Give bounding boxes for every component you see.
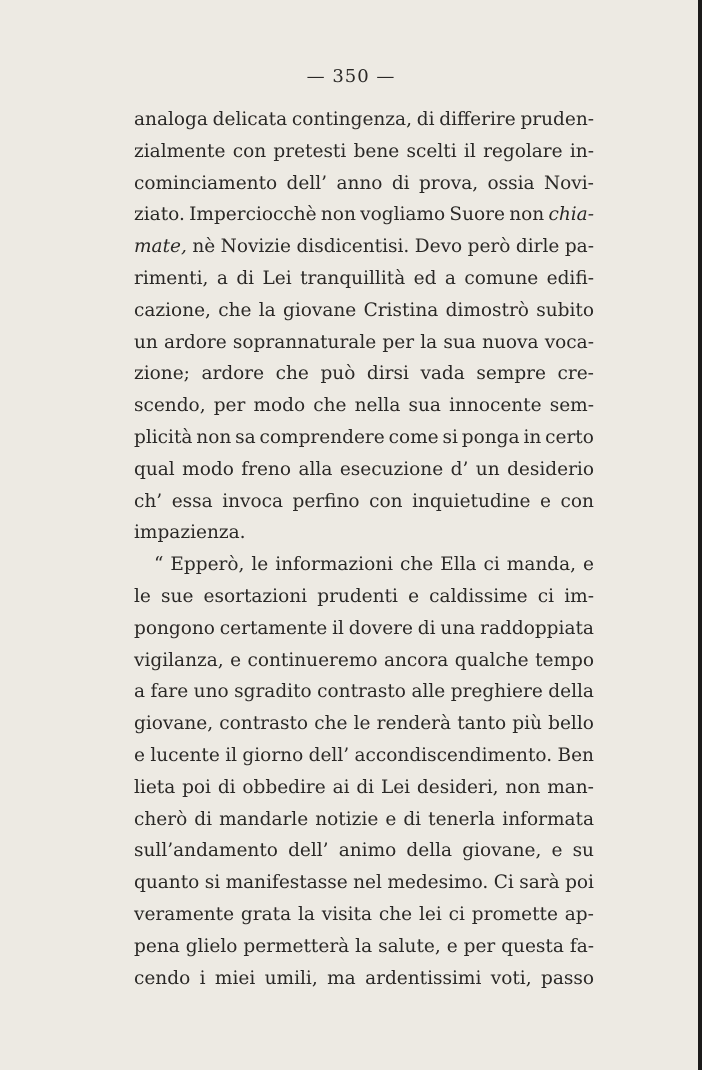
word: zione; xyxy=(134,363,190,385)
word: miei xyxy=(214,967,256,989)
word: con xyxy=(560,490,594,512)
word: plicità xyxy=(134,426,193,448)
word: contrasto xyxy=(219,713,309,735)
word: le xyxy=(251,554,269,576)
word: di xyxy=(194,808,213,830)
text-line xyxy=(134,454,594,486)
text-line xyxy=(134,549,594,581)
word: desideri, xyxy=(416,776,499,798)
word: comune xyxy=(464,267,539,289)
word: Suore xyxy=(449,204,505,226)
word: chia- xyxy=(548,204,594,226)
page-edge-shadow xyxy=(698,0,702,1070)
word: e xyxy=(230,649,242,671)
text-line xyxy=(134,931,594,963)
word: voca- xyxy=(544,331,594,353)
word: subito xyxy=(536,299,594,321)
word: informata xyxy=(502,808,594,830)
word: dell’ xyxy=(286,172,328,194)
word: Cristina xyxy=(363,299,439,321)
word: si xyxy=(204,872,221,894)
word: il xyxy=(463,140,476,162)
word: certo xyxy=(545,426,594,448)
word: sem- xyxy=(549,395,594,417)
word: ci xyxy=(537,585,555,607)
word: poi xyxy=(182,776,211,798)
word: cazione, xyxy=(134,299,211,321)
word: pretesti xyxy=(273,140,347,162)
text-line xyxy=(134,327,594,359)
word: ardore xyxy=(164,331,227,353)
word: che xyxy=(275,363,309,385)
word: tranquillità xyxy=(300,267,406,289)
text-line xyxy=(134,899,594,931)
word: glielo xyxy=(185,935,238,957)
word: per xyxy=(213,395,246,417)
word: sa xyxy=(235,426,256,448)
word: visita xyxy=(321,903,373,925)
word: a xyxy=(444,267,456,289)
word: ai xyxy=(332,776,350,798)
word: uno xyxy=(193,681,229,703)
word: voti, xyxy=(490,967,532,989)
word: in- xyxy=(569,140,594,162)
word: quanto xyxy=(134,872,200,894)
word: modo xyxy=(182,458,234,480)
word: pena xyxy=(134,935,180,957)
word: manda, xyxy=(506,554,577,576)
text-line xyxy=(134,422,594,454)
word: dovere xyxy=(348,617,413,639)
word: questa xyxy=(501,935,564,957)
word: pa- xyxy=(564,236,594,258)
word: qualche xyxy=(454,649,529,671)
word: notizie xyxy=(315,808,379,830)
word: nel xyxy=(353,872,382,894)
word: che xyxy=(400,554,434,576)
word: e xyxy=(551,840,563,862)
word: che xyxy=(378,903,413,925)
word: renderà xyxy=(376,713,452,735)
text-line xyxy=(134,104,594,136)
word: impazienza. xyxy=(134,522,246,544)
word: poi xyxy=(565,872,594,894)
text-line xyxy=(134,867,594,899)
text-line xyxy=(134,517,594,549)
word: la xyxy=(297,903,315,925)
word: regolare xyxy=(483,140,563,162)
word: che xyxy=(313,395,347,417)
word: di xyxy=(236,267,255,289)
word: esecuzione xyxy=(339,458,444,480)
text-line xyxy=(134,581,594,613)
word: bello xyxy=(548,713,594,735)
word: mandarle xyxy=(219,808,309,830)
word: della xyxy=(548,681,594,703)
word: su xyxy=(572,840,594,862)
word: dimostrò xyxy=(445,299,529,321)
word: la xyxy=(258,299,276,321)
word: sue xyxy=(161,585,194,607)
word: di xyxy=(416,109,435,130)
word: in xyxy=(523,426,542,448)
word: non xyxy=(509,204,545,226)
word: vada xyxy=(420,363,465,385)
word: innocente xyxy=(449,395,542,417)
text-line xyxy=(134,390,594,422)
word: però xyxy=(467,236,511,258)
word: nella xyxy=(354,395,401,417)
word: di xyxy=(417,617,436,639)
word: sgradito xyxy=(234,681,312,703)
word: lei xyxy=(418,903,442,925)
word: di xyxy=(403,808,422,830)
word: alle xyxy=(411,681,446,703)
word: può xyxy=(320,363,356,385)
word: per xyxy=(463,935,496,957)
word: accondiscendimento. xyxy=(354,744,553,766)
text-line xyxy=(134,231,594,263)
word: ci xyxy=(483,554,500,576)
word: Ben xyxy=(557,744,594,766)
word: sua xyxy=(443,331,476,353)
word: tanto xyxy=(457,713,507,735)
text-line xyxy=(134,486,594,518)
word: e xyxy=(446,935,458,957)
word: e xyxy=(134,744,145,766)
word: im- xyxy=(564,585,594,607)
word: non xyxy=(196,426,232,448)
word: umili, xyxy=(264,967,318,989)
word: dirsi xyxy=(366,363,409,385)
word: un xyxy=(475,458,500,480)
word: informazioni xyxy=(275,554,394,576)
word: vogliamo xyxy=(360,204,446,226)
word: salute, xyxy=(378,935,441,957)
text-line xyxy=(134,199,594,231)
word: non xyxy=(320,204,356,226)
text-line xyxy=(134,708,594,740)
word: della xyxy=(406,840,453,862)
word: cre- xyxy=(557,363,594,385)
word: promette xyxy=(471,903,558,925)
word: ci xyxy=(448,903,465,925)
word: lieta xyxy=(134,776,176,798)
word: Ci xyxy=(493,872,514,894)
word: come xyxy=(388,426,439,448)
word: manifestasse xyxy=(225,872,348,894)
word: vigilanza, xyxy=(134,649,224,671)
word: per xyxy=(382,331,415,353)
word: inquietudine xyxy=(412,490,531,512)
word: modo xyxy=(253,395,306,417)
word: di xyxy=(217,776,236,798)
word: che xyxy=(218,299,252,321)
word: fare xyxy=(150,681,189,703)
word: contrasto xyxy=(317,681,406,703)
word: anno xyxy=(336,172,383,194)
word: veramente xyxy=(134,903,235,925)
word: sarà xyxy=(519,872,560,894)
word: e xyxy=(582,554,594,576)
word: Epperò, xyxy=(170,554,245,576)
word: Lei xyxy=(380,776,411,798)
word: dell’ xyxy=(288,840,329,862)
word: di xyxy=(391,172,410,194)
text-line xyxy=(134,835,594,867)
text-line xyxy=(134,358,594,390)
text-line xyxy=(134,963,594,995)
text-line xyxy=(134,804,594,836)
word: una xyxy=(440,617,476,639)
text-line xyxy=(134,676,594,708)
word: ma xyxy=(327,967,356,989)
word: freno xyxy=(241,458,291,480)
word: prova, xyxy=(418,172,479,194)
word: sempre xyxy=(476,363,546,385)
word: permetterà xyxy=(243,935,350,957)
text-line xyxy=(134,645,594,677)
word: rimenti, xyxy=(134,267,209,289)
word: obbedire xyxy=(242,776,326,798)
text-line xyxy=(134,136,594,168)
word: grata xyxy=(240,903,292,925)
word: differire xyxy=(439,109,516,130)
word: le xyxy=(134,585,151,607)
word: desiderio xyxy=(507,458,594,480)
word: più xyxy=(512,713,542,735)
word: cherò xyxy=(134,808,188,830)
word: medesimo. xyxy=(387,872,489,894)
word: cendo xyxy=(134,967,191,989)
word: ancora xyxy=(383,649,449,671)
text-line xyxy=(134,168,594,200)
text-line xyxy=(134,740,594,772)
text-line xyxy=(134,295,594,327)
word: contingenza, xyxy=(291,109,412,130)
word: cominciamento xyxy=(134,172,278,194)
word: il xyxy=(332,617,344,639)
word: la xyxy=(355,935,373,957)
word: dirle xyxy=(515,236,560,258)
word: con xyxy=(369,490,403,512)
word: zialmente xyxy=(134,140,226,162)
word: edifi- xyxy=(546,267,594,289)
text-line xyxy=(134,613,594,645)
word: comprendere xyxy=(259,426,385,448)
word: ossia xyxy=(487,172,535,194)
word: continueremo xyxy=(247,649,378,671)
word: tempo xyxy=(535,649,594,671)
word: sua xyxy=(408,395,441,417)
word: Devo xyxy=(414,236,463,258)
word: delicata xyxy=(212,109,288,130)
word: i xyxy=(199,967,206,989)
word: si xyxy=(442,426,458,448)
word: il xyxy=(225,744,238,766)
word: ed xyxy=(413,267,437,289)
word: “ xyxy=(154,554,164,576)
word: man- xyxy=(547,776,594,798)
word: la xyxy=(420,331,438,353)
word: passo xyxy=(541,967,594,989)
word: ziato. xyxy=(134,204,185,226)
word: a xyxy=(216,267,228,289)
word: a xyxy=(134,681,146,703)
page-number: — 350 — xyxy=(306,66,396,87)
word: pruden- xyxy=(520,109,594,130)
word: giovane, xyxy=(134,713,214,735)
word: Lei xyxy=(262,267,292,289)
word: di xyxy=(356,776,375,798)
word: ap- xyxy=(564,903,594,925)
text-line xyxy=(134,263,594,295)
word: Imperciocchè xyxy=(189,204,317,226)
word: bene xyxy=(353,140,400,162)
word: invoca xyxy=(222,490,284,512)
word: soprannaturale xyxy=(232,331,377,353)
word: non xyxy=(505,776,541,798)
word: preghiere xyxy=(450,681,543,703)
word: disdicentisi. xyxy=(296,236,410,258)
word: d’ xyxy=(450,458,469,480)
word: ardore xyxy=(201,363,265,385)
word: sull’andamento xyxy=(134,840,278,862)
word: perfino xyxy=(292,490,360,512)
word: giovane, xyxy=(462,840,542,862)
word: giovane xyxy=(283,299,357,321)
word: scendo, xyxy=(134,395,206,417)
word: qual xyxy=(134,458,175,480)
word: certamente xyxy=(219,617,328,639)
word: animo xyxy=(338,840,397,862)
word: lucente xyxy=(150,744,220,766)
word: fa- xyxy=(569,935,594,957)
word: Ella xyxy=(440,554,477,576)
text-line xyxy=(134,772,594,804)
word: un xyxy=(134,331,158,353)
word: nè xyxy=(192,236,216,258)
word: e xyxy=(540,490,551,512)
word: ch’ xyxy=(134,490,163,512)
word: tenerla xyxy=(428,808,496,830)
word: analoga xyxy=(134,109,208,130)
word: e xyxy=(408,585,420,607)
word: essa xyxy=(171,490,213,512)
word: esortazioni xyxy=(203,585,308,607)
word: ponga xyxy=(461,426,520,448)
body-text xyxy=(134,104,594,994)
word: giorno xyxy=(242,744,304,766)
word: nuova xyxy=(482,331,539,353)
word: le xyxy=(353,713,371,735)
word: mate, xyxy=(134,236,187,258)
word: dell’ xyxy=(308,744,350,766)
word: Novizie xyxy=(220,236,291,258)
word: prudenti xyxy=(317,585,398,607)
word: raddoppiata xyxy=(480,617,594,639)
word: pongono xyxy=(134,617,215,639)
word: Novi- xyxy=(543,172,594,194)
word: con xyxy=(232,140,267,162)
word: che xyxy=(314,713,348,735)
word: scelti xyxy=(406,140,457,162)
word: caldissime xyxy=(429,585,528,607)
word: ardentissimi xyxy=(365,967,482,989)
word: e xyxy=(385,808,397,830)
word: alla xyxy=(298,458,333,480)
